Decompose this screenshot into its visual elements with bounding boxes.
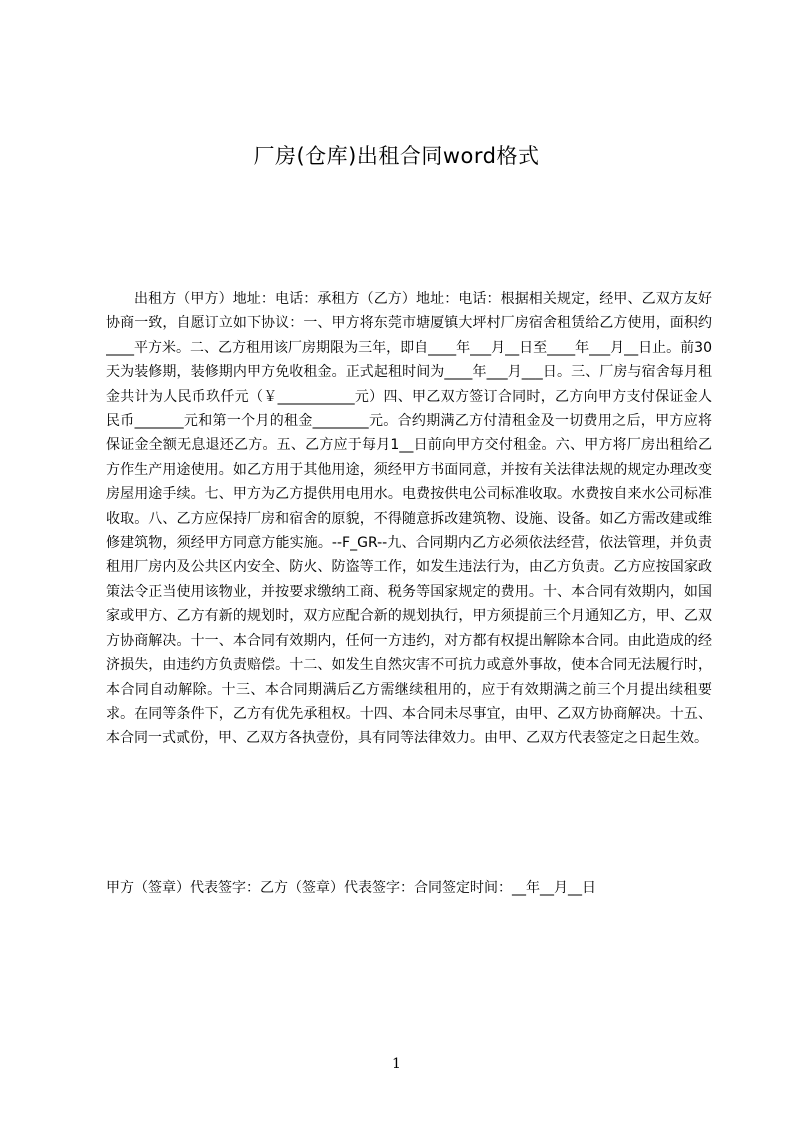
document-title: 厂房(仓库)出租合同word格式 xyxy=(253,144,540,168)
page-number: 1 xyxy=(392,1056,401,1072)
contract-body-text: 出租方（甲方）地址：电话：承租方（乙方）地址：电话：根据相关规定，经甲、乙双方友好协商一致，自愿订立如下协议：一、甲方将东莞市塘厦镇大坪村厂房宿舍租赁给乙方使用，面积约____平方米。二、乙方租用该厂房期限为三年，即自____年___月__日至____年___月__日止。前30天为装修期，装修期内甲方免收租金。正式起租时间为____年___月___日。三、厂房与宿舍每月租金共计为人民币玖仟元（￥___________元）四、甲乙双方签订合同时，乙方向甲方支付保证金人民币_______元和第一个月的租金________元。合约期满乙方付清租金及一切费用之后，甲方应将保证金全额无息退还乙方。五、乙方应于每月1__日前向甲方交付租金。六、甲方将厂房出租给乙方作生产用途使用。如乙方用于其他用途，须经甲方书面同意，并按有关法律法规的规定办理改变房屋用途手续。七、甲方为乙方提供用电用水。电费按供电公司标准收取。水费按自来水公司标准收取。八、乙方应保持厂房和宿舍的原貌，不得随意拆改建筑物、设施、设备。如乙方需改建或维修建筑物，须经甲方同意方能实施。--F_GR--九、合同期内乙方必须依法经营，依法管理，并负责租用厂房内及公共区内安全、防火、防盗等工作，如发生违法行为，由乙方负责。乙方应按国家政策法令正当使用该物业，并按要求缴纳工商、税务等国家规定的费用。十、本合同有效期内，如国家或甲方、乙方有新的规划时，双方应配合新的规划执行，甲方须提前三个月通知乙方，甲、乙双方协商解决。十一、本合同有效期内，任何一方违约，对方都有权提出解除本合同。由此造成的经济损失，由违约方负责赔偿。十二、如发生自然灾害不可抗力或意外事故，使本合同无法履行时，本合同自动解除。十三、本合同期满后乙方需继续租用的，应于有效期满之前三个月提出续租要求。在同等条件下，乙方有优先承租权。十四、本合同未尽事宜，由甲、乙双方协商解决。十五、本合同一式贰份，甲、乙双方各执壹份，具有同等法律效力。由甲、乙双方代表签定之日起生效。 xyxy=(106,291,712,747)
signature-line: 甲方（签章）代表签字：乙方（签章）代表签字：合同签定时间：__年__月__日 xyxy=(106,880,596,896)
